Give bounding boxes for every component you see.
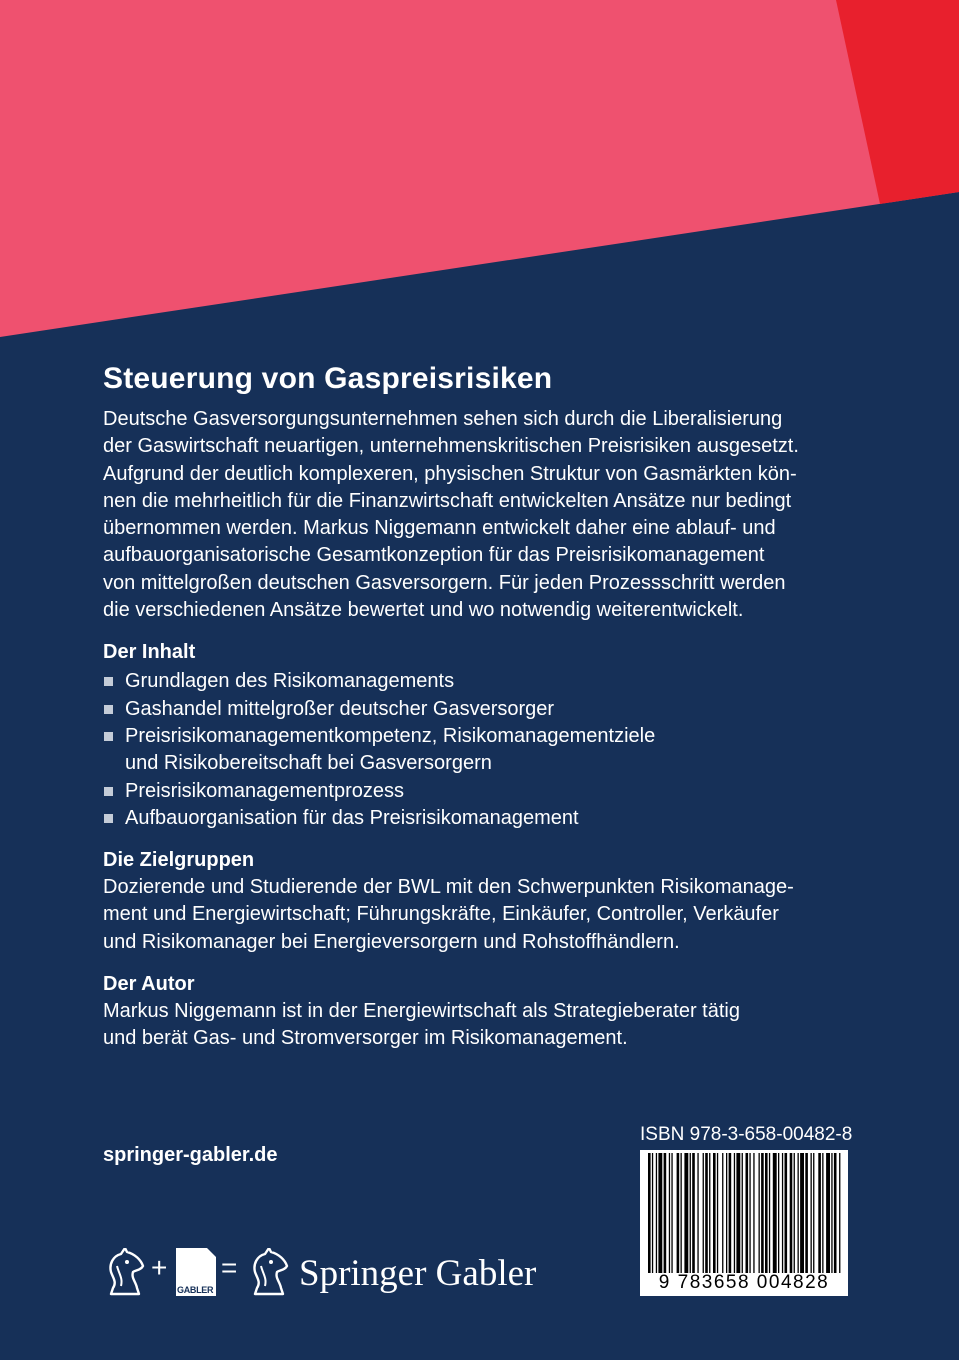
publisher-logo <box>103 1246 543 1302</box>
barcode-bar <box>746 1153 749 1273</box>
barcode-bar <box>778 1153 779 1273</box>
barcode-bar <box>831 1153 832 1273</box>
barcode-bar <box>773 1153 777 1273</box>
inhalt-list <box>103 668 893 832</box>
barcode-bar <box>671 1153 672 1273</box>
gabler-mark-text: GABLER <box>177 1285 214 1295</box>
barcode-bar <box>839 1153 840 1273</box>
barcode-bar <box>782 1153 783 1273</box>
barcode-bar <box>785 1153 788 1273</box>
barcode-bar <box>769 1153 770 1273</box>
barcode-bars <box>646 1153 842 1273</box>
barcode-bar <box>761 1153 764 1273</box>
barcode-bar <box>822 1153 823 1273</box>
barcode-bar <box>834 1153 837 1273</box>
zielgruppen-text <box>103 874 893 956</box>
barcode-bar <box>703 1153 704 1273</box>
barcode-bar <box>677 1153 680 1273</box>
isbn-label: ISBN 978-3-658-00482-8 <box>640 1124 853 1145</box>
barcode-bar <box>690 1153 691 1273</box>
autor-section <box>103 971 893 1053</box>
barcode-bar <box>709 1153 710 1273</box>
list-item: Preisrisikomanagementprozess <box>103 778 893 805</box>
barcode-digits: 9 783658 004828 <box>658 1272 830 1293</box>
barcode-bar <box>722 1153 723 1273</box>
intro-line: nen die mehrheitlich für die Finanzwirtschaft entwickelten Ansätze nur bedingt <box>103 489 792 512</box>
barcode-bar <box>826 1153 830 1273</box>
barcode-bar <box>658 1153 662 1273</box>
autor-heading: Der Autor <box>103 973 195 996</box>
list-item <box>103 723 893 778</box>
list-item: Grundlagen des Risikomanagements <box>103 668 893 695</box>
springer-knight-icon <box>103 1248 147 1298</box>
barcode-bar <box>805 1153 808 1273</box>
barcode-bar <box>798 1153 799 1273</box>
zielgruppen-section <box>103 847 893 956</box>
list-item-text-cont: und Risikobereitschaft bei Gasversorgern <box>125 752 492 775</box>
intro-paragraph <box>103 406 893 624</box>
barcode-bar <box>765 1153 768 1273</box>
list-item-text: Preisrisikomanagementkompetenz, Risikomanagementziele <box>125 724 656 747</box>
list-item: Gashandel mittelgroßer deutscher Gasversorger <box>103 696 893 723</box>
barcode-bar <box>656 1153 657 1273</box>
barcode-bar <box>811 1153 812 1273</box>
intro-line: Aufgrund der deutlich komplexeren, physischen Struktur von Gasmärkten kön- <box>103 462 797 485</box>
inhalt-section <box>103 639 893 832</box>
plus-sign: + <box>151 1252 168 1283</box>
barcode-bar <box>652 1153 653 1273</box>
barcode-bar <box>753 1153 754 1273</box>
springer-gabler-wordmark: Springer Gabler <box>299 1253 537 1294</box>
barcode-bar <box>669 1153 670 1273</box>
inhalt-heading: Der Inhalt <box>103 641 196 664</box>
intro-line: übernommen werden. Markus Niggemann entwickelt daher eine ablauf- und <box>103 517 776 540</box>
zielgruppen-heading: Die Zielgruppen <box>103 849 255 872</box>
barcode-bar <box>742 1153 743 1273</box>
barcode-bar <box>790 1153 793 1273</box>
barcode-bar <box>697 1153 698 1273</box>
zielgruppen-line: und Risikomanager bei Energieversorgern und Rohstoffhändlern. <box>103 930 680 953</box>
barcode-bar <box>705 1153 708 1273</box>
autor-line: und berät Gas- und Stromversorger im Risikomanagement. <box>103 1027 628 1050</box>
barcode-bar <box>729 1153 732 1273</box>
barcode-bar <box>794 1153 795 1273</box>
barcode-bar <box>734 1153 735 1273</box>
gabler-mark <box>176 1248 216 1296</box>
main-text <box>103 362 893 1053</box>
barcode-bar <box>726 1153 727 1273</box>
barcode-bar <box>664 1153 667 1273</box>
book-title: Steuerung von Gaspreisrisiken <box>103 362 553 395</box>
intro-line: Deutsche Gasversorgungsunternehmen sehen sich durch die Liberalisierung <box>103 408 783 430</box>
springer-knight-icon <box>247 1248 291 1298</box>
gabler-notch <box>207 1248 216 1257</box>
barcode-bar <box>736 1153 740 1273</box>
autor-line: Markus Niggemann ist in der Energiewirtschaft als Strategieberater tätig <box>103 1000 740 1023</box>
autor-text <box>103 998 893 1053</box>
zielgruppen-line: Dozierende und Studierende der BWL mit den Schwerpunkten Risikomanage- <box>103 876 794 899</box>
barcode-bar <box>800 1153 804 1273</box>
equals-sign: = <box>221 1252 238 1283</box>
barcode-bar <box>818 1153 821 1273</box>
intro-line: der Gaswirtschaft neuartigen, unternehmenskritischen Preisrisiken ausgesetzt. <box>103 435 799 458</box>
barcode-bar <box>759 1153 760 1273</box>
barcode-bar <box>749 1153 750 1273</box>
barcode-bar <box>681 1153 682 1273</box>
website-link[interactable]: springer-gabler.de <box>103 1144 278 1166</box>
intro-line: aufbauorganisatorische Gesamtkonzeption für das Preisrisikomanagement <box>103 544 765 567</box>
list-item: Aufbauorganisation für das Preisrisikomanagement <box>103 805 893 832</box>
barcode-bar <box>692 1153 695 1273</box>
intro-line: die verschiedenen Ansätze bewertet und wo notwendig weiterentwickelt. <box>103 599 744 622</box>
barcode <box>640 1150 848 1296</box>
barcode-bar <box>648 1153 651 1273</box>
zielgruppen-line: ment und Energiewirtschaft; Führungskräfte, Einkäufer, Controller, Verkäufer <box>103 903 779 926</box>
intro-line: von mittelgroßen deutschen Gasversorgern. Für jeden Prozessschritt werden <box>103 571 786 594</box>
barcode-bar <box>713 1153 716 1273</box>
barcode-bar <box>813 1153 814 1273</box>
barcode-bar <box>717 1153 718 1273</box>
barcode-bar <box>684 1153 688 1273</box>
